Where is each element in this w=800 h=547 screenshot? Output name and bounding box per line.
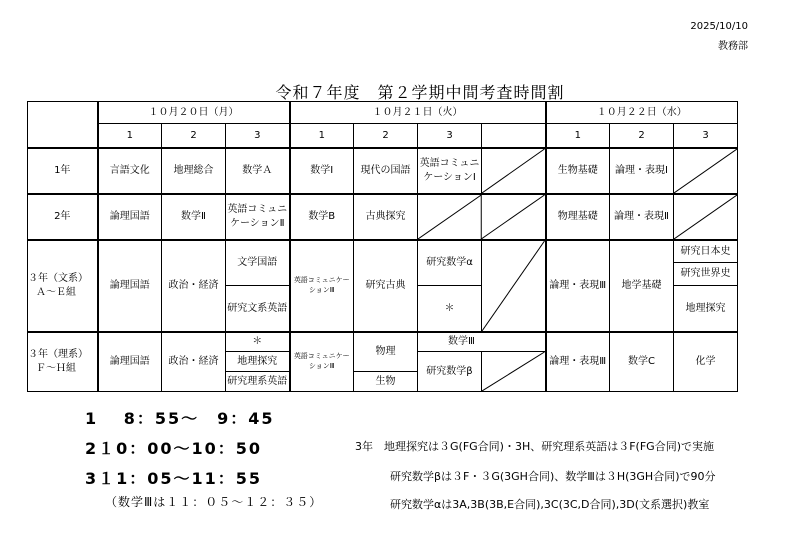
empty-slot (674, 194, 738, 240)
time-slot-note: （数学Ⅲは１１：０５～１２：３５） (105, 495, 323, 509)
row-label-top: ３年（理系） (28, 349, 88, 361)
issuing-department: 教務部 (718, 41, 748, 52)
period-header: 2 (354, 124, 418, 148)
subject-cell: 研究世界史 (674, 263, 738, 286)
subject-cell: 研究文系英語 (226, 286, 290, 332)
subject-cell: 現代の国語 (354, 148, 418, 194)
page-title: 令和７年度 第２学期中間考査時間割 (275, 83, 565, 102)
empty-slot (418, 194, 546, 240)
day-header-1: １０月２０日（月） (98, 102, 290, 124)
subject-cell: 研究理系英語 (226, 372, 290, 392)
period-header: 1 (546, 124, 610, 148)
subject-cell: 英語コミュニケーションⅢ (290, 240, 354, 332)
period-header: 3 (418, 124, 482, 148)
subject-cell: 言語文化 (98, 148, 162, 194)
period-header: 2 (162, 124, 226, 148)
subject-cell: 地理探究 (226, 352, 290, 372)
time-slot-3: 3１1：05～11：55 (85, 469, 263, 488)
subject-cell: 論理・表現Ⅲ (546, 332, 610, 392)
subject-cell: 政治・経済 (162, 240, 226, 332)
row-label-grade3-humanities (28, 240, 98, 332)
subject-cell: ＊ (226, 332, 290, 352)
subject-cell: 生物 (354, 372, 418, 392)
empty-slot (482, 352, 546, 392)
subject-cell: 論理国語 (98, 194, 162, 240)
exam-timetable (27, 101, 738, 392)
period-header: 3 (226, 124, 290, 148)
subject-cell: 地理探究 (674, 286, 738, 332)
empty-slot (482, 240, 546, 332)
note-line: 研究数学αは3A,3B(3B,E合同),3C(3C,D合同),3D(文系選択)教室 (390, 498, 710, 511)
period-header: 1 (98, 124, 162, 148)
subject-cell: 英語コミュニケーションⅡ (226, 194, 290, 240)
period-header: 1 (290, 124, 354, 148)
row-label-grade1: 1年 (28, 148, 98, 194)
corner-cell (28, 102, 98, 148)
row-label-grade2: 2年 (28, 194, 98, 240)
subject-cell: 物理基礎 (546, 194, 610, 240)
issue-date: 2025/10/10 (690, 21, 748, 32)
subject-cell: 政治・経済 (162, 332, 226, 392)
subject-cell: 論理・表現Ⅱ (610, 194, 674, 240)
subject-cell: 研究古典 (354, 240, 418, 332)
subject-cell: 英語コミュニケーションⅢ (290, 332, 354, 392)
time-slot-1: 1 8：55～ 9：45 (85, 409, 275, 428)
subject-cell: 研究数学α (418, 240, 482, 286)
note-line: 3年 地理探究は３G(FG合同)・3H、研究理系英語は３F(FG合同)で実施 (355, 440, 714, 453)
note-line: 研究数学βは３F・３G(3GH合同)、数学Ⅲは３H(3GH合同)で90分 (390, 470, 716, 483)
subject-cell: 地理総合 (162, 148, 226, 194)
subject-cell: 論理国語 (98, 332, 162, 392)
period-header: 3 (674, 124, 738, 148)
subject-cell: 古典探究 (354, 194, 418, 240)
subject-cell: 文学国語 (226, 240, 290, 286)
subject-cell: 化学 (674, 332, 738, 392)
subject-cell: 論理・表現Ⅲ (546, 240, 610, 332)
subject-cell: 数学Ⅱ (162, 194, 226, 240)
subject-cell: 数学C (610, 332, 674, 392)
period-header-empty (482, 124, 546, 148)
period-header: 2 (610, 124, 674, 148)
row-label-bottom: Ｆ～Ｈ組 (36, 362, 76, 374)
subject-cell: 数学Ａ (226, 148, 290, 194)
row-label-bottom: Ａ～Ｅ組 (36, 286, 76, 298)
subject-cell: 物理 (354, 332, 418, 372)
subject-cell: 論理国語 (98, 240, 162, 332)
empty-slot (674, 148, 738, 194)
row-label-grade3-sciences (28, 332, 98, 392)
empty-slot (482, 148, 546, 194)
subject-cell: 英語コミュニケーションⅠ (418, 148, 482, 194)
subject-cell: 研究日本史 (674, 240, 738, 263)
subject-cell: 生物基礎 (546, 148, 610, 194)
subject-cell: 数学B (290, 194, 354, 240)
day-header-2: １０月２１日（火） (290, 102, 546, 124)
time-slot-2: 2１0：00～10：50 (85, 439, 263, 458)
subject-cell: 論理・表現Ⅰ (610, 148, 674, 194)
subject-cell: 地学基礎 (610, 240, 674, 332)
subject-cell: 数学Ⅲ (418, 332, 546, 352)
subject-cell: 数学Ⅰ (290, 148, 354, 194)
subject-cell: ＊ (418, 286, 482, 332)
row-label-top: ３年（文系） (28, 273, 88, 284)
day-header-3: １０月２２日（水） (546, 102, 738, 124)
subject-cell: 研究数学β (418, 352, 482, 392)
